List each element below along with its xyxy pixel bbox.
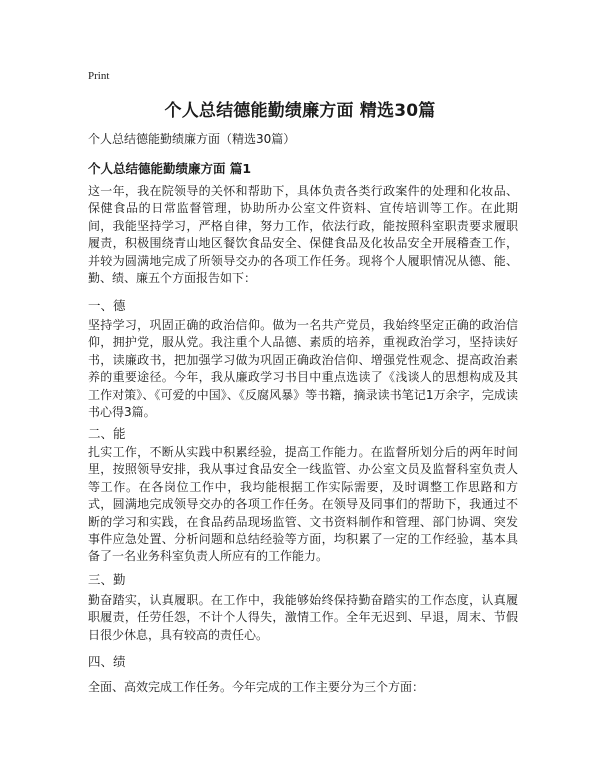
section-body-de: 坚持学习，巩固正确的政治信仰。做为一名共产党员，我始终坚定正确的政治信仰，拥护党，服从党。我注重个人品德、素质的培养，重视政治学习，坚持读好书，读廉政书，把加强学习做为巩固正确政治信仰、增强党性观念、提高政治素养的重要途径。今年，我从廉政学习书目中重点选读了《浅谈人的思想构成及其工作对策》、《可爱的中国》、《反腐风暴》等书籍，摘录读书笔记1万余字，完成读书心得3篇。: [88, 318, 518, 420]
section-heading-qin: 三、勤: [88, 572, 126, 587]
section-heading-neng: 二、能: [88, 426, 126, 441]
article-heading: 个人总结德能勤绩廉方面 篇1: [88, 161, 252, 176]
intro-paragraph: 这一年，我在院领导的关怀和帮助下，具体负责各类行政案件的处理和化妆品、保健食品的日常监督管理，协助所办公室文件资料、宣传培训等工作。在此期间，我能坚持学习，严格自律，努力工作，依法行政，能按照科室职责要求履职履责，积极围绕青山地区餐饮食品安全、保健食品及化妆品安全开展稽查工作，并较为圆满地完成了所领导交办的各项工作任务。现将个人履职情况从德、能、勤、绩、廉五个方面报告如下：: [88, 184, 518, 286]
print-label: Print: [88, 70, 110, 82]
section-body-ji: 全面、高效完成工作任务。今年完成的工作主要分为三个方面：: [88, 680, 425, 694]
section-body-qin: 勤奋踏实，认真履职。在工作中，我能够始终保持勤奋踏实的工作态度，认真履职履责，任劳任怨，不计个人得失，激情工作。全年无迟到、早退，周末、节假日很少休息，具有较高的责任心。: [88, 593, 518, 642]
document-subtitle: 个人总结德能勤绩廉方面（精选30篇）: [88, 132, 296, 146]
section-heading-de: 一、德: [88, 298, 126, 313]
document-title: 个人总结德能勤绩廉方面 精选30篇: [164, 101, 436, 121]
section-body-neng: 扎实工作，不断从实践中积累经验，提高工作能力。在监督所划分后的两年时间里，按照领导安排，我从事过食品安全一线监管、办公室文员及监督科室负责人等工作。在各岗位工作中，我均能根据工作实际需要，及时调整工作思路和方式，圆满地完成领导交办的各项工作任务。在领导及同事们的帮助下，我通过不断的学习和实践，在食品药品现场监管、文书资料制作和管理、部门协调、突发事件应急处置、分析问题和总结经验等方面，均积累了一定的工作经验，基本具备了一名业务科室负责人所应有的工作能力。: [88, 445, 518, 564]
section-heading-ji: 四、绩: [88, 654, 126, 669]
